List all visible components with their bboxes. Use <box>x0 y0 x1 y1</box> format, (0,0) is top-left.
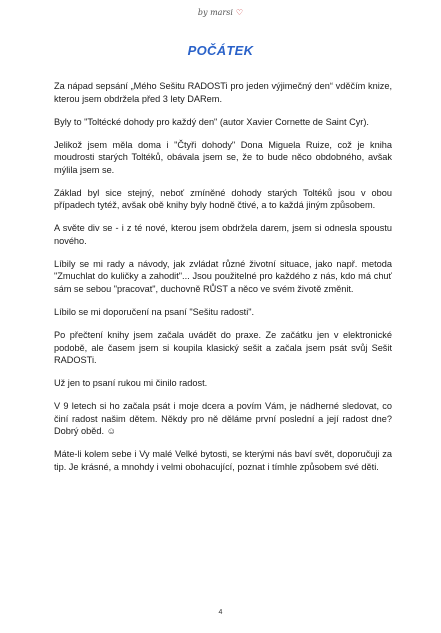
paragraph: A světe div se - i z té nové, kterou jsem obdržela darem, jsem si odnesla spoustu nového. <box>54 223 392 246</box>
paragraph: Už jen to psaní rukou mi činilo radost. <box>54 378 208 389</box>
paragraph: Máte-li kolem sebe i Vy malé Velké bytosti, se kterými nás baví svět, doporučuji za tip. Je krásné, a mnohdy i velmi obohacující, poznat i tímhle způsobem své děti. <box>54 449 392 472</box>
paragraph: Základ byl sice stejný, neboť zmíněné dohody starých Toltéků jsou v obou případech tytéž, avšak obě knihy byly hodně čtivé, a to každá jiným způsobem. <box>54 187 392 211</box>
body-text <box>54 80 392 484</box>
paragraph: Jelikož jsem měla doma i "Čtyři dohody" Dona Miguela Ruize, což je kniha moudrosti starých Toltéků, obávala jsem se, že to bude něco obdobného, avšak mýlila jsem se. <box>54 139 392 175</box>
paragraph: Líbily se mi rady a návody, jak zvládat různé životní situace, jako např. metoda "Zmuchlat do kuličky a zahodit"... Jsou použitelné pro každého z nás, kdo má chuť sám se sebou "pracovat", duchovně RŮST a něco ve svém životě změnit. <box>54 258 392 295</box>
paragraph: V 9 letech si ho začala psát i moje dcera a povím Vám, je nádherné sledovat, co činí radost našim dětem. Někdy pro ně děláme první poslední a její radost dne? Dobrý oběd. ☺ <box>54 401 392 437</box>
paragraph: Po přečtení knihy jsem začala uvádět do praxe. Ze začátku jen v elektronické podobě, ale časem jsem si koupila klasický sešit a začala jsem psát svůj Sešit RADOSTi. <box>54 330 392 366</box>
page-number: 4 <box>218 609 223 616</box>
paragraph: Za nápad sepsání „Mého Sešitu RADOSTi pro jeden výjimečný den“ vděčím knize, kterou jsem obdržela před 3 lety DARem. <box>54 81 392 104</box>
paragraph: Líbilo se mi doporučení na psaní "Sešitu radosti". <box>54 307 255 318</box>
page-title: POČÁTEK <box>187 43 254 58</box>
heart-icon: ♡ <box>235 8 244 17</box>
paragraph: Byly to "Toltécké dohody pro každý den" (autor Xavier Cornette de Saint Cyr). <box>54 116 369 127</box>
header-signature <box>0 8 441 17</box>
signature-text: by marsi <box>197 8 233 17</box>
